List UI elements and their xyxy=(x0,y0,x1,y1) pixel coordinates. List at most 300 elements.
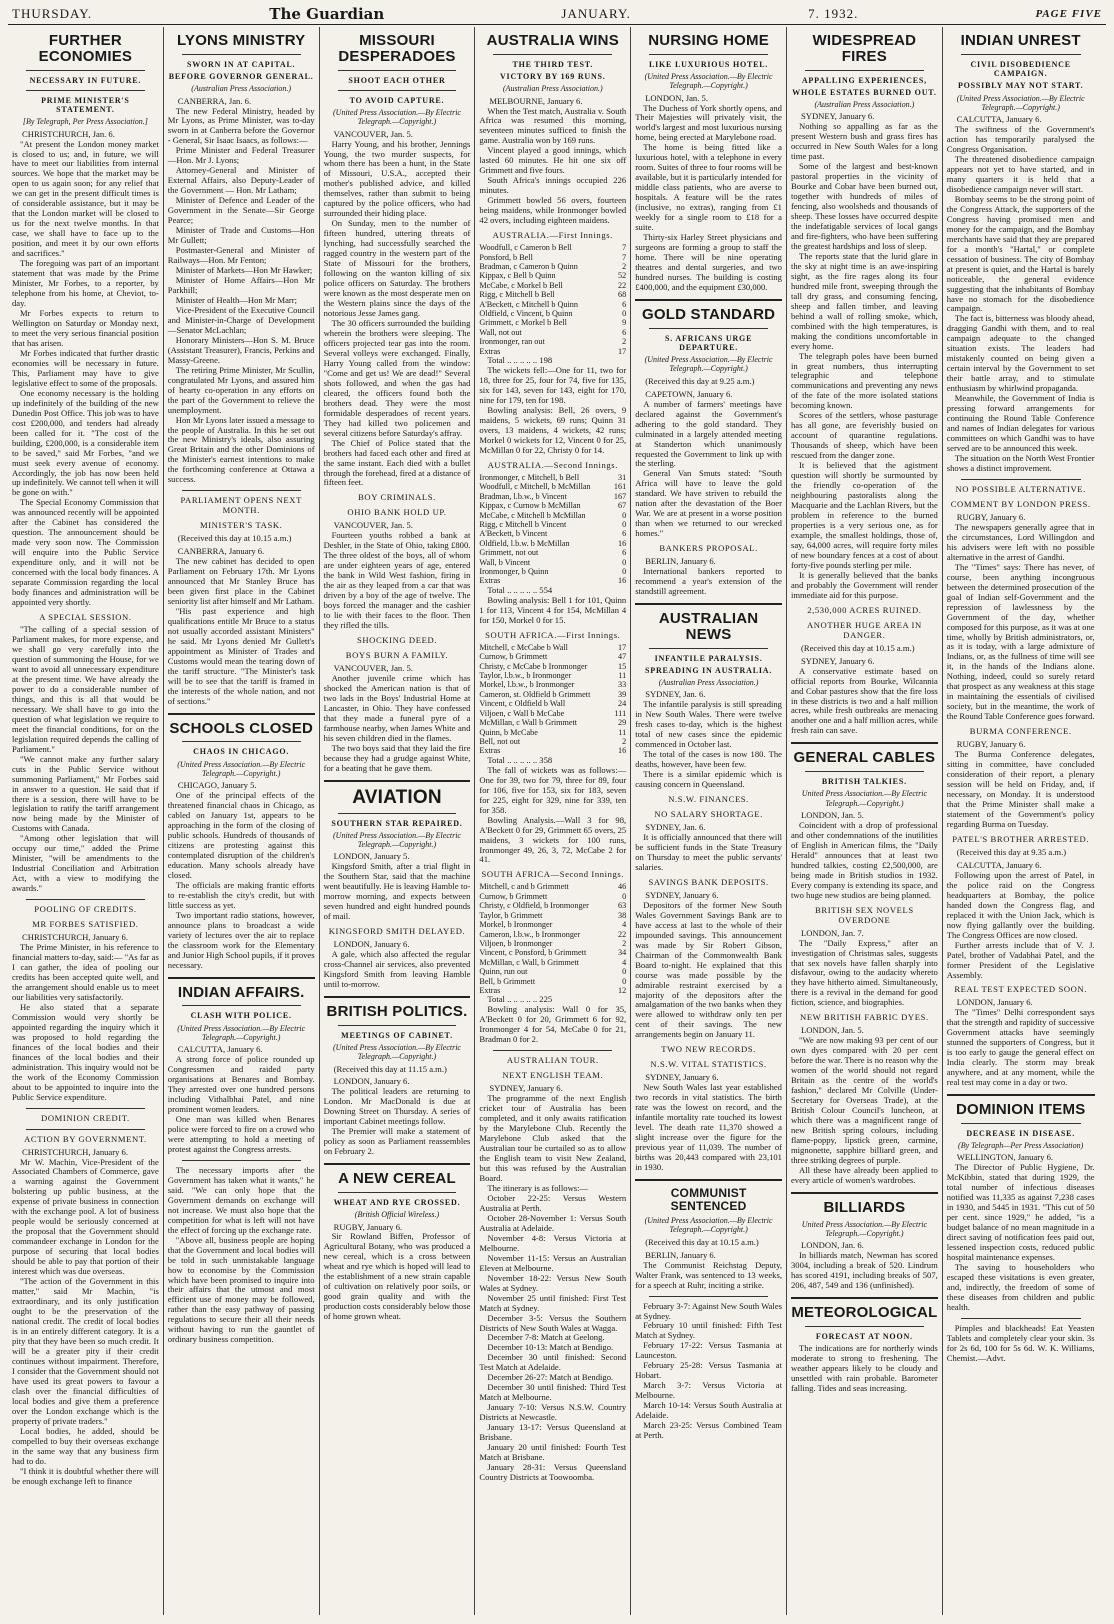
table-row: Viljoen, c Wall b McCabe 111 xyxy=(479,708,627,718)
paragraph: In billiards match, Newman has scored 3004, including a break of 520. Lindrum has scored 4191, including breaks of 507, 206, 487, 549 and 136 (unfinished). xyxy=(790,1250,938,1290)
paragraph: "His past experience and high qualifications entitle Mr Bruce to a status not usually accorded assistant Ministers" he said. Mr Lyons denied Mr Gullett's appointment as Minister of Trades and Customs would mean the tearing down of the tariff structure. "The Minister's task will be to see that the tariff is framed in the interests of the whole nation, and not of sections." xyxy=(167,606,315,706)
paragraph: International bankers reported to recommend a year's extension of the standstill agreement. xyxy=(635,566,782,597)
paragraph: One of the principal effects of the threatened financial chaos in Chicago, as cabled on January 1st, appears to be approaching in the form of the closing of public schools. Hundreds of thousands of citizens are protesting against this contemplated disruption of the children's education. Many schools already have closed. xyxy=(167,790,315,880)
dateline: SYDNEY, Jan. 6. xyxy=(645,689,706,700)
table-row: Rigg, c Mitchell b Vincent 0 xyxy=(479,519,627,529)
table-row: Rigg, c Mitchell b Bell 68 xyxy=(479,290,627,300)
subheading: SOUTHERN STAR REPAIRED. xyxy=(331,818,463,828)
table-row: Mitchell, c McCabe b Wall 17 xyxy=(479,642,627,652)
paragraph: The situation on the North West Frontier shows a distinct improvement. xyxy=(946,453,1095,473)
dateline: LONDON, January 5. xyxy=(333,851,410,862)
paragraph: The political leaders are returning to London. Mr MacDonald is due at Downing Street on Thursday. A series of important Cabinet meetings follow. xyxy=(323,1086,471,1127)
table-row: Woodfull, c Mitchell, b McMillan 161 xyxy=(479,482,627,492)
table-row: Taylor, l.b.w., b Ironmonger 11 xyxy=(479,671,627,680)
paragraph: A number of farmers' meetings have declared against the Government's adhering to the gold standard. They culminated in a largely attended meeting at Standerton which unanimously requested the Government to link up with the sterling. xyxy=(635,398,782,469)
dateline: MELBOURNE, January 6. xyxy=(489,95,583,106)
paragraph: Attorney-General and Minister of External Affairs, also Deputy-Leader of the Government — Hon. Mr Latham; xyxy=(167,165,315,196)
section-heading: A SPECIAL SESSION. xyxy=(39,612,132,623)
paragraph: He also stated that a separate Commission would very shortly be appointed regarding the inquiry which it was proposed to hold regarding the finances of the local bodies and their finances of the local bodies and their administration. This inquiry would not be the work of the Economy Commission about to be appointed to inquire into the Public Service expenditure. xyxy=(12,1001,159,1102)
dateline: BERLIN, January 6. xyxy=(645,556,716,567)
paragraph: Bowling analysis: Bell 1 for 101, Quinn 1 for 113, Vincent 4 for 154, McMillan 4 for 150, Morkel 0 for 15. xyxy=(479,594,627,625)
paragraph: "Among other legislation that will occupy our time," added the Prime Minister, "will be amendments to the Industrial Conciliation and Arbitration Act, with a view to modifying the awards." xyxy=(12,833,159,894)
agency-line: (United Press Association.—By Electric Telegraph.—Copyright.) xyxy=(333,830,461,850)
paragraph: The itinerary is as follows:— xyxy=(487,1182,589,1193)
paragraph: Depositors of the former New South Wales Government Savings Bank are to have access at last to the whole of their impounded savings. This announcement was made by Sir Robert Gibson, Chairman of the Commonwealth Bank Board to-night. He explained that this course was made possible by the admirable restraint exercised by a majority of the depositors after the amalgamation of the two banks when they were allowed to withdraw only ten per cent of their savings. The new arrangements begin on January 11. xyxy=(635,899,782,1040)
table-row: Wall, not out 6 xyxy=(479,327,627,337)
section-heading: COMMENT BY LONDON PRESS. xyxy=(950,498,1091,509)
paragraph: Honorary Ministers—Hon S. M. Bruce (Assistant Treasurer), Francis, Perkins and Massy-Greene. xyxy=(167,334,315,365)
headline: BILLIARDS xyxy=(823,1198,906,1216)
headline: WIDESPREAD FIRES xyxy=(812,32,917,65)
fixture-line: January 20 until finished: Fourth Test Match at Brisbane. xyxy=(479,1442,627,1463)
paragraph: On Sunday, men to the number of fifteen hundred, uttering threats of lynching, had successfully searched the ragged country in the western part of the State of Missouri for the brothers, following on the wanton killing of six police officers on Saturday. The brothers were known as the most desperate men on the Western plains since the days of the notorious Jesse James gang. xyxy=(323,218,471,318)
fixture-line: February 25-28: Versus Tasmania at Hobart. xyxy=(635,1360,782,1381)
newspaper-page xyxy=(8,4,1106,1616)
section-heading: AUSTRALIAN TOUR. xyxy=(506,1055,599,1066)
paragraph: The home is being fitted like a luxurious hotel, with a telephone in every room. Suites of three to four rooms will be available, but it is particularly intended for middle class patients, who are averse to hospitals. A feature will be the rates (inclusive, no extras), ranging from £1 weekly for a single room to £18 for a suite. xyxy=(635,142,782,233)
paragraph: Vice-President of the Executive Council and Minister-in-Charge of Development—Senator McLachlan; xyxy=(167,304,315,335)
dateline: CANBERRA, Jan. 6. xyxy=(177,95,252,106)
section-heading: NO SALARY SHORTAGE. xyxy=(654,809,763,820)
fixture-line: February 10 until finished: Fifth Test Match at Sydney. xyxy=(635,1320,782,1341)
section-heading: NEXT ENGLISH TEAM. xyxy=(502,1070,604,1081)
paragraph: Postmaster-General and Minister of Railways—Hon. Mr Fenton; xyxy=(167,245,315,266)
headline: MISSOURI DESPERADOES xyxy=(338,32,456,65)
section-heading: AUSTRALIA.—First Innings. xyxy=(492,230,613,241)
table-row: Extras 16 xyxy=(479,576,627,586)
subheading: S. AFRICANS URGE DEPARTURE. xyxy=(664,333,753,352)
section-heading: NEW BRITISH FABRIC DYES. xyxy=(800,1012,929,1023)
subheading: WHEAT AND RYE CROSSED. xyxy=(333,1197,461,1207)
paragraph: Nothing so appalling as far as the present Western bush and grass fires has occurred in New South Wales for a long time past. xyxy=(790,121,938,162)
paragraph: Minister of Health—Hon Mr Marr; xyxy=(175,294,298,305)
table-row: Cameron, st. Oldfield b Grimmett 39 xyxy=(479,689,627,699)
agency-line: United Press Association.—By Electric Telegraph.—Copyright.) xyxy=(801,789,928,808)
paragraph: Minister of Defence and Leader of the Government in the Senate—Sir George Pearce; xyxy=(167,195,315,226)
scorecard-table xyxy=(479,882,626,995)
table-row: Morkel, b Ironmonger 4 xyxy=(479,920,627,930)
paragraph: The indications are for northerly winds moderate to strong to freshening. The weather appears likely to be cloudy and unsettled with rain probable. Barometer falling. Tides and seas increasing. xyxy=(790,1342,938,1393)
paragraph: When the Test match, Australia v. South Africa was resumed this morning, seventeen minutes sufficed to finish the game. Australia won by 169 runs. xyxy=(479,105,627,146)
paragraph: Thirty-six Harley Street physicians and surgeons are forming a group to staff the home. There will be nine operating theatres and dental surgeries, and two hundred nurses. The building is costing £400,000, and the equipment £30,000. xyxy=(635,232,782,292)
subheading: THE THIRD TEST. xyxy=(512,59,594,69)
table-row: Oldfield, l.b.w. b McMillan 16 xyxy=(479,538,627,548)
table-row: Bell, not out 2 xyxy=(479,736,627,746)
paragraph: The Duchess of York shortly opens, and Their Majesties will privately visit, the world's largest and most luxurious nursing home, being erected at Marylebone road. xyxy=(635,102,782,143)
table-row: Oldfield, c Vincent, b Quinn 0 xyxy=(479,309,627,319)
table-row: A'Beckett, c Mitchell b Quinn 6 xyxy=(479,299,627,309)
paragraph: The Burma Conference delegates, sitting in committee, have concluded consideration of their report, a plenary session will be held on Friday, and, if necessary, on Monday. It is understood that the Prime Minister shall make a statement of the Government's policy regarding Burma on Tuesday. xyxy=(946,749,1095,829)
subheading: PRIME MINISTER'S STATEMENT. xyxy=(41,95,130,115)
dateline: SYDNEY, January 6. xyxy=(645,1072,719,1083)
section-heading: TWO NEW RECORDS. xyxy=(661,1044,756,1055)
section-heading: MR FORBES SATISFIED. xyxy=(32,919,139,930)
fixture-line: November 4-8: Versus Victoria at Melbourne. xyxy=(479,1232,627,1253)
table-row: Bradman, l.b.w., b Vincent 167 xyxy=(479,491,627,501)
table-row: Ponsford, b Bell 7 xyxy=(479,252,627,262)
table-row: Viljoen, b Ironmonger 2 xyxy=(479,938,627,948)
headline: A NEW CEREAL xyxy=(338,1170,456,1188)
paragraph: Vincent played a good innings, which lasted 60 minutes. He hit one six off Grimmett and five fours. xyxy=(479,145,627,176)
dateline: LONDON, Jan. 5. xyxy=(645,92,708,103)
dateline: CHRISTCHURCH, Jan. 6. xyxy=(22,128,115,139)
paragraph: "I think it is doubtful whether there will be enough exchange left to finance xyxy=(12,1465,159,1486)
paragraph: It is generally believed that the banks and probably the Government will render immediate aid for this purpose. xyxy=(790,569,938,600)
dateline: VANCOUVER, Jan. 5. xyxy=(333,520,413,531)
paragraph: One man was killed when Benares police were forced to fire on a crowd who were attempting to hold a meeting of protest against the Congress arrests. xyxy=(167,1113,315,1154)
section-heading: SOUTH AFRICA.—First Innings. xyxy=(485,629,621,640)
fixture-line: March 10-14: Versus South Australia at Adelaide. xyxy=(635,1400,782,1421)
paragraph: The programme of the next English cricket tour of Australia has been completed, and it only awaits ratification by the Marylebone Club. Recently the Marylebone Club asked that the Australian tour be curtailed so as to allow the English team to visit New Zealand, but this was refused by the Australian Board. xyxy=(479,1093,627,1183)
received-line: (Received this day at 10.15 a.m.) xyxy=(645,1236,759,1247)
section-heading: SHOCKING DEED. xyxy=(356,635,437,646)
agency-line: (Australian Press Association.) xyxy=(658,678,759,688)
subheading: INFANTILE PARALYSIS. xyxy=(654,653,763,663)
headline: FURTHER ECONOMIES xyxy=(38,32,133,65)
dateline: SYDNEY, January 6. xyxy=(800,111,875,122)
fixture-line: January 28-31: Versus Queensland Country Districts at Toowoomba. xyxy=(479,1462,627,1483)
paragraph: Meanwhile, the Government of India is pressing forward arrangements for continuing the Round Table Conference and names of Indian delegates for various committees on which Gandhi was to have served are to be announced this week. xyxy=(946,393,1095,454)
section-heading: MINISTER'S TASK. xyxy=(199,520,283,531)
headline: NURSING HOME xyxy=(648,32,769,49)
paragraph: Fourteen youths robbed a bank at Deshler, in the State of Ohio, taking £800. The three oldest of the boys, all of whom are under eighteen years of age, entered the bank in Wild West fashion, firing in the air as they leaped from a car that was driven by a boy of the age of twelve. The boys forced the manager and the cashier to lie with their faces to the floor. Then they rifled the tills. xyxy=(323,530,471,631)
agency-line: (United Press Association.—By Electric Telegraph.—Copyright.) xyxy=(177,759,306,778)
subheading: SPREADING IN AUSTRALIA. xyxy=(645,665,773,675)
paragraph: Minister of Home Affairs—Hon Mr Parkhill; xyxy=(167,274,315,295)
subheading: NECESSARY IN FUTURE. xyxy=(29,75,142,85)
subheading: SHOOT EACH OTHER xyxy=(348,75,446,85)
agency-line: (Australian Press Association.) xyxy=(191,84,292,94)
paragraph: Local bodies, he added, should be compelled to buy their overseas exchange in the same way that any business firm had to do. xyxy=(12,1425,159,1466)
subheading: CHAOS IN CHICAGO. xyxy=(193,747,290,757)
headline: AUSTRALIAN NEWS xyxy=(658,610,759,643)
table-row: Bell, b Grimmett 0 xyxy=(479,976,627,986)
column-3 xyxy=(320,27,476,1615)
dateline: SYDNEY, January 6. xyxy=(800,655,875,666)
subheading: SWORN IN AT CAPITAL. xyxy=(186,59,296,69)
dateline: RUGBY, January 6. xyxy=(333,1221,403,1232)
section-heading: REAL TEST EXPECTED SOON. xyxy=(954,984,1087,995)
paragraph: The saving to householders who escaped these visitations is even greater, and, indirectly, the freedom of some of these diseases from children and public health. xyxy=(946,1262,1095,1312)
table-row: Quinn, run out 0 xyxy=(479,967,627,977)
paragraph: The officials are making frantic efforts to re-establish the city's credit, but with little success as yet. xyxy=(167,879,315,910)
headline: LYONS MINISTRY xyxy=(177,32,306,49)
subheading: WHOLE ESTATES BURNED OUT. xyxy=(792,87,937,97)
dateline: RUGBY, January 6. xyxy=(956,511,1026,522)
fixture-line: December 10-13: Match at Bendigo. xyxy=(487,1342,614,1353)
table-row: Grimmett, c Morkel b Bell 9 xyxy=(479,318,627,328)
fixture-line: October 22-25: Versus Western Australia at Perth. xyxy=(479,1192,627,1213)
paragraph: The necessary imports after the Government has taken what it wants," he said. "We can only hope that the Government demands on exchange will not increase. We must also hope that the competition for what is left will not have the effect of forcing up the exchange rate. xyxy=(167,1164,315,1235)
section-heading: POOLING OF CREDITS. xyxy=(34,904,137,915)
fixture-line: December 7-8: Match at Geelong. xyxy=(487,1332,605,1343)
headline: BRITISH POLITICS. xyxy=(326,1002,468,1020)
subheading: CIVIL DISOBEDIENCE CAMPAIGN. xyxy=(970,59,1071,79)
section-heading: BANKERS PROPOSAL. xyxy=(659,543,758,554)
dateline: LONDON, January 6. xyxy=(333,939,410,950)
section-heading: N.S.W. FINANCES. xyxy=(668,794,749,805)
dateline: VANCOUVER, Jan. 5. xyxy=(333,662,413,673)
agency-line: (Australian Press Association.) xyxy=(814,100,915,110)
fixture-line: March 23-25: Versus Combined Team at Perth. xyxy=(635,1420,782,1441)
agency-line: [By Telegraph, Per Press Association.] xyxy=(22,117,148,127)
column-2 xyxy=(164,27,320,1615)
dateline: LONDON, Jan. 5. xyxy=(800,809,864,820)
paragraph: The new Federal Ministry, headed by Mr Lyons, as Prime Minister, was to-day sworn in at Canberra before the Governor - General, Sir Isaac Isaacs, as follows:— xyxy=(167,105,315,146)
subheading: LIKE LUXURIOUS HOTEL. xyxy=(648,59,769,69)
paragraph: Coincident with a drop of professional and other condemnations of the inutilities of English in American films, the "Daily Herald" announces that at least two hundred talkies, costing £2,500,000, are being made in British studios in 1932. Every company is extending its space, and two huge new studios are being planned. xyxy=(790,819,938,900)
section-heading: AUSTRALIA.—Second Innings. xyxy=(487,459,618,470)
dateline: SYDNEY, January 6. xyxy=(489,1083,563,1094)
paragraph: "At present the London money market is closed to us; and, in future, we will have to meet our liabilities from internal sources. We hope that the market may be open to us again soon; for any relief that we can get in the present difficult times is of considerable assistance, but it may be that the London market will be closed to us for the next twelve months. In that case, we shall have to face up to the position, and meet it by our own efforts and sacrifices." xyxy=(12,138,159,259)
paragraph: The reports state that the lurid glare in the sky at night time is an awe-inspiring sight, as the fire rages along its four hundred mile front, sweeping through the tall dry grass, and consuming fencing, sheep and fallen timber, and leaving behind a wall of rolling smoke, which, combined with the high temperatures, is making the conditions uncomfortable in every home. xyxy=(790,250,938,351)
paragraph: The fact is, bitterness was bloody ahead, dragging Gandhi with them, and to real campaign adequate to the changed situation exists. The leaders had mistakenly counted on being given a certain interval by the Government to set their battle array, and to stimulate enthusiasm by whirlwind propaganda. xyxy=(946,313,1095,394)
paragraph: A gale, which also affected the regular cross-Channel air services, also prevented Kingsford Smith from leaving Hamble until to-morrow. xyxy=(323,949,471,989)
table-row: Taylor, b Grimmett 38 xyxy=(479,910,627,920)
paragraph: One economy necessary is the holding up indefinitely of the building of the new Dunedin Post Office. This job was to have cost £200,000, and tenders had already been called for it. "The cost of the building, £200,000, is a considerable item to be saved," said Mr Forbes, "and we must seek every avenue of economy. Accordingly, the job has now been held up indefinitely. We cannot tell when it will be gone on with." xyxy=(12,387,159,498)
dateline: SYDNEY, Jan. 6. xyxy=(645,822,706,832)
dateline: CHRISTCHURCH, January 6. xyxy=(22,1146,128,1157)
dateline: CALCUTTA, January 6. xyxy=(177,1044,263,1055)
paragraph: All these have already been applied to every article of women's wardrobes. xyxy=(790,1164,938,1185)
table-row: Bradman, c Cameron b Quinn 2 xyxy=(479,261,627,271)
subheading: CLASH WITH POLICE. xyxy=(190,1011,292,1021)
table-row: Ironmonger, b Quinn 0 xyxy=(479,567,627,577)
headline: GENERAL CABLES xyxy=(793,749,936,767)
agency-line: (British Official Wireless.) xyxy=(354,1210,440,1220)
paragraph: A strong force of police rounded up Congressmen and raided party organisations at Benares and Bombay. They arrested over one hundred persons including Vithalbhai Patel, and nine prominent women leaders. xyxy=(167,1054,315,1115)
paragraph: The 30 officers surrounded the building wherein the brothers were sleeping. The officers projected tear gas into the room. Several volleys were exchanged. Finally, Harry Young called from the window: "Come and get us! We are dead!" Several shots followed, and when the gas had cleared, the officers found both the brothers dead. They were the most formidable desperadoes of recent years. They had killed two policemen and several citizens before Saturday's affray. xyxy=(323,317,471,438)
dateline: LONDON, Jan. 7. xyxy=(800,927,864,938)
paragraph: Bowling analysis: Wall 0 for 35, A'Beckett 0 for 20, Grimmett 6 for 92, Ironmonger 4 for 54, McCabe 0 for 21, Bradman 0 for 2. xyxy=(479,1004,627,1045)
dateline: LONDON, Jan. 6. xyxy=(800,1240,864,1251)
section-heading: PATEL'S BROTHER ARRESTED. xyxy=(952,833,1090,844)
dateline: CALCUTTA, January 6. xyxy=(956,859,1042,870)
headline: INDIAN AFFAIRS. xyxy=(177,983,305,1001)
total-line: Total .. .. .. .. .. 198 xyxy=(487,355,553,366)
table-row: Vincent, c Ponsford, b Grimmett 34 xyxy=(479,948,627,958)
headline: AUSTRALIA WINS xyxy=(486,32,619,49)
paragraph: General Van Smuts stated: "South Africa will have to leave the gold standard. We have striven to rebuild the nation after the devastation of the Boer War. We are at present in a worse position than when we returned to our wrecked homes." xyxy=(635,468,782,539)
table-row: Extras 17 xyxy=(479,346,627,356)
table-row: Kippax, c Curnow b McMillan 67 xyxy=(479,501,627,511)
column-7 xyxy=(943,27,1099,1615)
paragraph: The retiring Prime Minister, Mr Scullin, congratulated Mr Lyons, and assured him of hearty co-operation in any efforts on the part of the Government to relieve the unemployment. xyxy=(167,364,315,415)
fixture-line: December 30 until finished: Second Test Match at Adelaide. xyxy=(479,1352,627,1373)
table-row: Mitchell, c and b Grimmett 46 xyxy=(479,882,627,892)
table-row: A'Beckett, b Vincent 6 xyxy=(479,529,627,539)
subheading: POSSIBLY MAY NOT START. xyxy=(957,81,1084,91)
fixture-line: December 3-5: Versus the Southern Districts of New South Wales at Wagga. xyxy=(479,1312,627,1333)
section-heading: 2,530,000 ACRES RUINED. xyxy=(807,604,922,615)
agency-line: (United Press Association.—By Electric Telegraph.—Copyright.) xyxy=(333,1042,461,1062)
paragraph: Bowling analysis: Bell, 26 overs, 9 maidens, 5 wickets, 69 runs; Quinn 31 overs, 13 maidens, 4 wickets, 42 runs; Morkel 0 wickets for 12, Vincent 0 for 25, McMillan 0 for 22, Christy 0 for 14. xyxy=(479,405,627,455)
section-heading: BRITISH SEX NOVELS OVERDONE xyxy=(815,904,914,925)
agency-line: (United Press Association.—By Electric Telegraph.—Copyright.) xyxy=(644,1216,773,1235)
paragraph: "We are now making 93 per cent of our own dyes compared with 20 per cent before the war. There is no reason why the women of the world should not regard Britain as the centre of the world's fashion," declared Mr Colville (Under-Secretary for Overseas Trade), at the British Colour Council's luncheon, at which there was a magnificent range of new British spring colours, including flame-poppy, lipstick green, carmine, mignonette, sapphire billiard green, and three striking degrees of purple. xyxy=(790,1035,938,1165)
paragraph: Hon Mr Lyons later issued a message to the people of Australia. In this he set out the new Ministry's ideals, also assuring Great Britain and the other Dominions of the Minister's earnest intentions to make the forthcoming conference at Ottawa a success. xyxy=(167,414,315,485)
fixture-line: December 26-27: Match at Bendigo. xyxy=(487,1372,614,1383)
paragraph: The infantile paralysis is still spreading in New South Wales. There were twelve fresh cases to-day, which is the highest total of new cases since the epidemic commenced in October last. xyxy=(635,699,782,750)
fixture-line: January 13-17: Versus Queensland at Brisbane. xyxy=(479,1422,627,1443)
scorecard-table xyxy=(479,243,626,356)
dateline: CALCUTTA, January 6. xyxy=(956,114,1042,125)
fixture-line: November 25 until finished: First Test Match at Sydney. xyxy=(479,1292,627,1313)
agency-line: (United Press Association.—By Electric Telegraph.—Copyright.) xyxy=(333,108,461,127)
paragraph: It is believed that the agistment question will shortly be surmounted by the friendly co-operation of the neighbouring pastoralists along the Macquarie and the Lachlan Rivers, but the problem in reference to the burned properties is a very serious one, as for example, the smallest holdings, those of, say, 64,000 acres, will require forty miles of new boundary fences at a cost of about forty-five pounds sterling per mile. xyxy=(790,460,938,570)
column-4 xyxy=(475,27,631,1615)
subheading: BEFORE GOVERNOR GENERAL. xyxy=(168,72,314,82)
paragraph: Further arrests include that of V. J. Patel, brother of Vadabhai Patel, and the former President of the Legislative Assembly. xyxy=(946,939,1095,980)
table-row: McMillan, c Wall, b Grimmett 4 xyxy=(479,957,627,967)
dateline: CANBERRA, January 6. xyxy=(177,546,265,557)
paragraph: There is a similar epidemic which is causing concern in Queensland. xyxy=(635,769,782,790)
section-heading: KINGSFORD SMITH DELAYED. xyxy=(328,926,466,937)
paragraph: Another juvenile crime which has shocked the American nation is that of two lads in the Boys' Industrial Home at Lancaster, in Ohio. They have confessed that they made a funeral pyre of a farmhouse nearby, when James White and his seven children died in the flames. xyxy=(323,672,471,743)
paragraph: Mr Forbes indicated that further drastic economies will be necessary in future. This, Parliament may have to give legislative effect to some of the proposals. xyxy=(12,347,159,388)
subheading: TO AVOID CAPTURE. xyxy=(349,95,445,105)
headline: SCHOOLS CLOSED xyxy=(169,719,314,737)
dateline: WELLINGTON, January 6. xyxy=(956,1152,1054,1163)
paragraph: The swiftness of the Government's action has temporarily paralysed the Congress Organisation. xyxy=(946,124,1095,154)
fixture-line: December 30 until finished: Third Test Match at Melbourne. xyxy=(479,1382,627,1403)
paragraph: "We cannot make any further salary cuts in the Public Service without summoning Parliament," Mr Forbes said in answer to a question. He said that if there is a session, there will have to be legislation to ratify the tariff arrangement now being made by the Minister of Customs with Canada. xyxy=(12,753,159,834)
paragraph: It is officially announced that there will be sufficient funds in the State Treasury on Thursday to meet the public servants' salaries. xyxy=(635,831,782,872)
agency-line: (United Press Association.—By Electric Telegraph.—Copyright.) xyxy=(177,1023,306,1042)
paragraph: Bombay seems to be the strong point of the Congress Attack, the supporters of the Congress having promised men and money for the campaign, and the Bombay merchants have said that they are prepared for a month's "Hartal," or complete cessation of business. The city of Bombay at present is quiet, and the Hartal is barely noticeable, the general evidence suggesting that the inhabitants of Bombay have no stomach for the disobedience campaign. xyxy=(946,193,1095,314)
fixture-line: November 18-22: Versus New South Wales at Sydney. xyxy=(479,1272,627,1293)
table-row: Ironmonger, c Mitchell, b Bell 31 xyxy=(479,472,627,482)
received-line: (Received this day at 10.15 a.m.) xyxy=(800,642,915,653)
masthead-month: JANUARY. xyxy=(561,6,631,21)
section-heading: NO POSSIBLE ALTERNATIVE. xyxy=(955,483,1086,494)
paragraph: Some of the largest and best-known pastoral properties in the vicinity of Bourke and Cobar have been burned out, together with hundreds of miles of fencing, also woolsheds and thousands of sheep. These losses have occurred despite the indefatigable services of local gangs and fire-fighters, who have been suffering the greatest hardships and loss of sleep. xyxy=(790,161,938,251)
fixture-line: February 17-22: Versus Tasmania at Launceston. xyxy=(635,1340,782,1361)
subheading: MEETINGS OF CABINET. xyxy=(341,1030,453,1040)
table-row: Kippax, c Bell b Quinn 52 xyxy=(479,271,627,281)
paragraph: The fall of wickets was as follows:—One for 39, two for 79, three for 89, four for 106, five for 153, six for 183, seven for 225, eight for 329, nine for 339, ten for 358. xyxy=(479,764,627,815)
received-line: (Received this day at 10.15 a.m.) xyxy=(177,533,292,544)
column-1 xyxy=(8,27,164,1615)
paragraph: Harry Young, and his brother, Jennings Young, the two murder suspects, for whom there has been a hunt, in the State of Missouri, U.S.A., accepted their mother's published advice, and killed themselves, rather than submit to being captured by the police officers, who had surrounded their hiding place. xyxy=(323,138,471,219)
section-heading: ANOTHER HUGE AREA IN DANGER. xyxy=(806,619,922,640)
table-row: McCabe, c Morkel b Bell 22 xyxy=(479,280,627,290)
paragraph: The Prime Minister, in his reference to financial matters to-day, said:— "As far as I can gather, the idea of pooling our credits has been accepted quite well, and the arrangement should enable us to meet our liabilities very satisfactorily. xyxy=(12,942,159,1002)
paragraph: Scores of the settlers, whose pasturage has all gone, are feverishly busied on account of quarantine regulations. Thousands of sheep, which have been rescued from the danger zone. xyxy=(790,410,938,461)
paragraph: The "Times" says: There has never, of course, been anything incongruous between the determined prosecution of the goal of Indian self-Government and the repression of lawlessness by the Government of the day, whether composed for this purpose, as it was at one time, wholly by British administrators, or, as it is today, with a large admixture of Indians, or, as the fullness of time will see it, in the hands of the Indians alone. Nothing, indeed, could so surely retard that prospect as any weakness at this stage in maintaining the essentials of civilised society, but in the meantime, the work of the Round Table Conference goes forward. xyxy=(946,561,1095,722)
paragraph: South Africa's innings occupied 226 minutes. xyxy=(479,175,627,196)
dateline: CHRISTCHURCH, January 6. xyxy=(22,932,128,943)
paragraph: Minister of Markets—Hon Mr Hawker; xyxy=(175,265,313,276)
paragraph: The newspapers generally agree that in the circumstances, Lord Willingdon and his advisers were left with no possible alternative in the arrest of Gandhi. xyxy=(946,521,1095,562)
table-row: Ironmonger, ran out 2 xyxy=(479,337,627,347)
total-line: Total .. .. .. .. .. 358 xyxy=(487,754,553,765)
subheading: DECREASE IN DISEASE. xyxy=(966,1128,1076,1138)
paragraph: "Above all, business people are hoping that the Government and local bodies will be told in such unmistakable language how to economise by the Commission which have been promised to inquire into their affairs that the utmost and most efficient use of money may be followed, rather than the easy pathway of passing regulations to secure their all their needs without having to run the gauntlet of ordinary business competition. xyxy=(167,1234,315,1345)
headline: AVIATION xyxy=(352,786,442,808)
fixture-line: November 11-15: Versus an Australian Eleven at Melbourne. xyxy=(479,1252,627,1273)
table-row: Curnow, b Grimmett 47 xyxy=(479,652,627,662)
section-heading: ACTION BY GOVERNMENT. xyxy=(24,1133,147,1144)
section-heading: PARLIAMENT OPENS NEXT MONTH. xyxy=(180,495,302,516)
masthead-paper-name: The Guardian xyxy=(269,5,385,23)
agency-line: (United Press Association.—By Electric Telegraph.—Copyright.) xyxy=(956,93,1085,112)
paragraph: The two boys said that they laid the fire because they had a grudge against White, for a beating that he gave them. xyxy=(323,742,471,773)
total-line: Total .. .. .. .. .. 225 xyxy=(487,994,553,1005)
paragraph: The Premier will make a statement of policy as soon as Parliament reassembles on February 2. xyxy=(323,1126,471,1157)
advertisement: Pimples and blackheads! Eat Yeasten Tablets and completely clear your skin. 3s for 2s 6d, 100 for 5s 6d. W. K. Williams, Chemist.—Advt. xyxy=(946,1322,1095,1363)
section-heading: N.S.W. VITAL STATISTICS. xyxy=(650,1059,767,1070)
dateline: LONDON, Jan. 5. xyxy=(800,1025,864,1036)
table-row: McCabe, c Mitchell b McMillan 0 xyxy=(479,510,627,520)
agency-line: (By Telegraph—Per Press Association) xyxy=(958,1141,1084,1151)
paragraph: Mr Forbes expects to return to Wellington on Saturday or Monday next, to meet the very serious financial position that has arisen. xyxy=(12,308,159,348)
masthead-page-number: PAGE FIVE xyxy=(1035,8,1102,20)
agency-line: (United Press Association.—By Electric Telegraph.—Copyright.) xyxy=(644,355,773,374)
section-heading: SOUTH AFRICA—Second Innings. xyxy=(481,869,625,880)
paragraph: The wickets fell:—One for 11, two for 18, three for 25, four for 74, five for 135, six for 143, seven for 143, eight for 170, nine for 179, ten for 198. xyxy=(479,365,627,406)
paragraph: Sir Rowland Biffen, Professor of Agricultural Botany, who was produced a new cereal, which is a cross between wheat and rye which is hoped will lead to the establishment of a new strain capable of cultivation on relatively poor soils, or good grain quality and with the production costs considerably below those of home grown wheat. xyxy=(323,1231,471,1322)
paragraph: "The action of the Government in this matter," said Mr Machin, "is extraordinary, and its only justification ought to be the preservation of the national credit. The credit of local bodies is in an entirely different category. It is a pity that they have been so much credit. It will be a greater pity if their credit continues without impairment. Therefore, I consider that the Government should not have used its great powers to favour a clash over the financial difficulties of local bodies and give them a preference over the London exchange which is the property of private traders." xyxy=(12,1276,159,1426)
table-row: Curnow, b Grimmett 0 xyxy=(479,891,627,901)
subheading: BRITISH TALKIES. xyxy=(821,777,907,787)
paragraph: Following upon the arrest of Patel, in the police raid on the Congress headquarters at Bombay, the police handed down the Congress flag, and replaced it with the Union Jack, which is now flying gallantly over the building. The Congress Offices are now closed. xyxy=(946,869,1095,940)
dateline: RUGBY, January 6. xyxy=(956,739,1026,750)
section-heading: BOYS BURN A FAMILY. xyxy=(345,650,449,660)
total-line: Total .. .. .. .. .. 554 xyxy=(487,584,553,595)
paragraph: Grimmett bowled 56 overs, fourteen being maidens, while Ironmonger bowled 42 overs, including eighteen maidens. xyxy=(479,195,627,226)
section-heading: DOMINION CREDIT. xyxy=(41,1112,130,1123)
table-row: Woodfull, c Cameron b Bell 7 xyxy=(479,243,627,253)
paragraph: The telegraph poles have been burned in great numbers, thus interrupting telegraphic and telephone communications and preventing any news of the fate of the more isolated stations becoming known. xyxy=(790,350,938,411)
paragraph: The threatened disobedience campaign appears not yet to have started, and in many quarters it is held that a disobedience campaign never will start. xyxy=(946,153,1095,194)
table-row: Extras 16 xyxy=(479,746,627,756)
paragraph: The Special Economy Commission that was announced recently will be appointed after the Cabinet has considered the question. The announcement should be made very soon now. The Commission will enquire into the Public Service expenditure only, and it will not be concerned with the local body finances. A separate Commission regarding the local body finances and administration will be appointed very shortly. xyxy=(12,497,159,608)
dateline: LONDON, January 6. xyxy=(956,997,1033,1008)
table-row: Extras 12 xyxy=(479,986,627,996)
table-row: Wall, b Vincent 0 xyxy=(479,557,627,567)
paragraph: The Director of Public Hygiene, Dr. McKibbin, stated that during 1929, the total number of infectious diseases notified was 11,335 as against 7,238 cases in 1930, and 5445 in 1931. "This cut of 50 per cent. since 1929," he added, "is a budget balance of no mean magnitude in a direct saving of notification fees paid out, lessened inspection costs, reduced public hospital maintenance expenses. xyxy=(946,1162,1095,1263)
table-row: Quinn, b McCabe 11 xyxy=(479,727,627,737)
subheading: APPALLING EXPERIENCES, xyxy=(801,75,927,85)
paragraph: Two important radio stations, however, announce plans to broadcast a wide variety of lectures over the air to replace the classroom work for the Elementary and Junior High School pupils, if it proves necessary. xyxy=(167,909,315,970)
paragraph: Kingsford Smith, after a trial flight in the Southern Star, said that the machine went beautifully. He is leaving Hamble to-morrow morning, and expects between seven hundred and eight hundred pounds of mail. xyxy=(323,861,471,922)
masthead-date: 7. 1932. xyxy=(808,6,859,21)
paragraph: The new cabinet has decided to open Parliament on February 17th. Mr Lyons announced that Mr Stanley Bruce has been given first place in the Cabinet seniority list after himself and Mr Latham. xyxy=(167,556,315,607)
paragraph: The foregoing was part of an important statement that was made by the Prime Minister, Mr Forbes, to a reporter, by telephone from his home, at Cheviot, to-day. xyxy=(12,258,159,309)
paragraph: Bowling Analysis.—Wall 3 for 98, A'Beckett 0 for 29, Grimmett 65 overs, 25 maidens, 3 wickets for 100 runs, Ironmonger 49, 26, 3, 72, McCabe 2 for 41. xyxy=(479,814,627,865)
paragraph: Mr W. Machin, Vice-President of the Associated Chambers of Commerce, gave a warning against the Government bolstering up public business, at the expense of private business in connection with the exchange pool. A lot of business people would be seriously concerned at the proposal that the Government should commandeer exchange in London for the purpose of securing that local bodies should be able to pay that portion of their interest which was due overseas. xyxy=(12,1156,159,1277)
masthead xyxy=(8,4,1106,25)
section-heading: BOY CRIMINALS. xyxy=(358,492,436,503)
agency-line: (United Press Association.—By Electric Telegraph.—Copyright.) xyxy=(644,72,773,91)
headline: METEOROLOGICAL xyxy=(791,1303,938,1321)
agency-line: (Australian Press Association.) xyxy=(502,84,603,94)
column-6 xyxy=(787,27,943,1615)
paragraph: Prime Minister and Federal Treasurer —Hon. Mr J. Lyons; xyxy=(167,145,315,166)
fixture-line: February 3-7: Against New South Wales at Sydney. xyxy=(635,1300,782,1321)
agency-line: United Press Association.—By Electric Telegraph.—Copyright.) xyxy=(801,1219,928,1238)
fixture-line: October 28-November 1: Versus South Australia at Adelaide. xyxy=(479,1212,627,1233)
headline: DOMINION ITEMS xyxy=(955,1101,1086,1119)
paragraph: "The calling of a special session of Parliament makes, for more expense, and we shall go very carefully into the question of summoning the House, for we want to avoid all unnecessary expenditure at the present time. We have already the power to do a considerable number of things, and this is all that would be necessary. We shall have to go into the question of what legislation we require to meet the financial conditions, for on the legislation required depends the calling of Parliament." xyxy=(12,624,159,754)
scorecard-table xyxy=(479,643,626,756)
table-row: Christy, c McCabe b Ironmonger 15 xyxy=(479,661,627,671)
headline: GOLD STANDARD xyxy=(642,305,776,323)
headline: COMMUNIST SENTENCED xyxy=(670,1185,747,1213)
paragraph: The total of the cases is now 180. The deaths, however, have been few. xyxy=(635,749,782,770)
table-row: Grimmett, not out 6 xyxy=(479,548,627,558)
